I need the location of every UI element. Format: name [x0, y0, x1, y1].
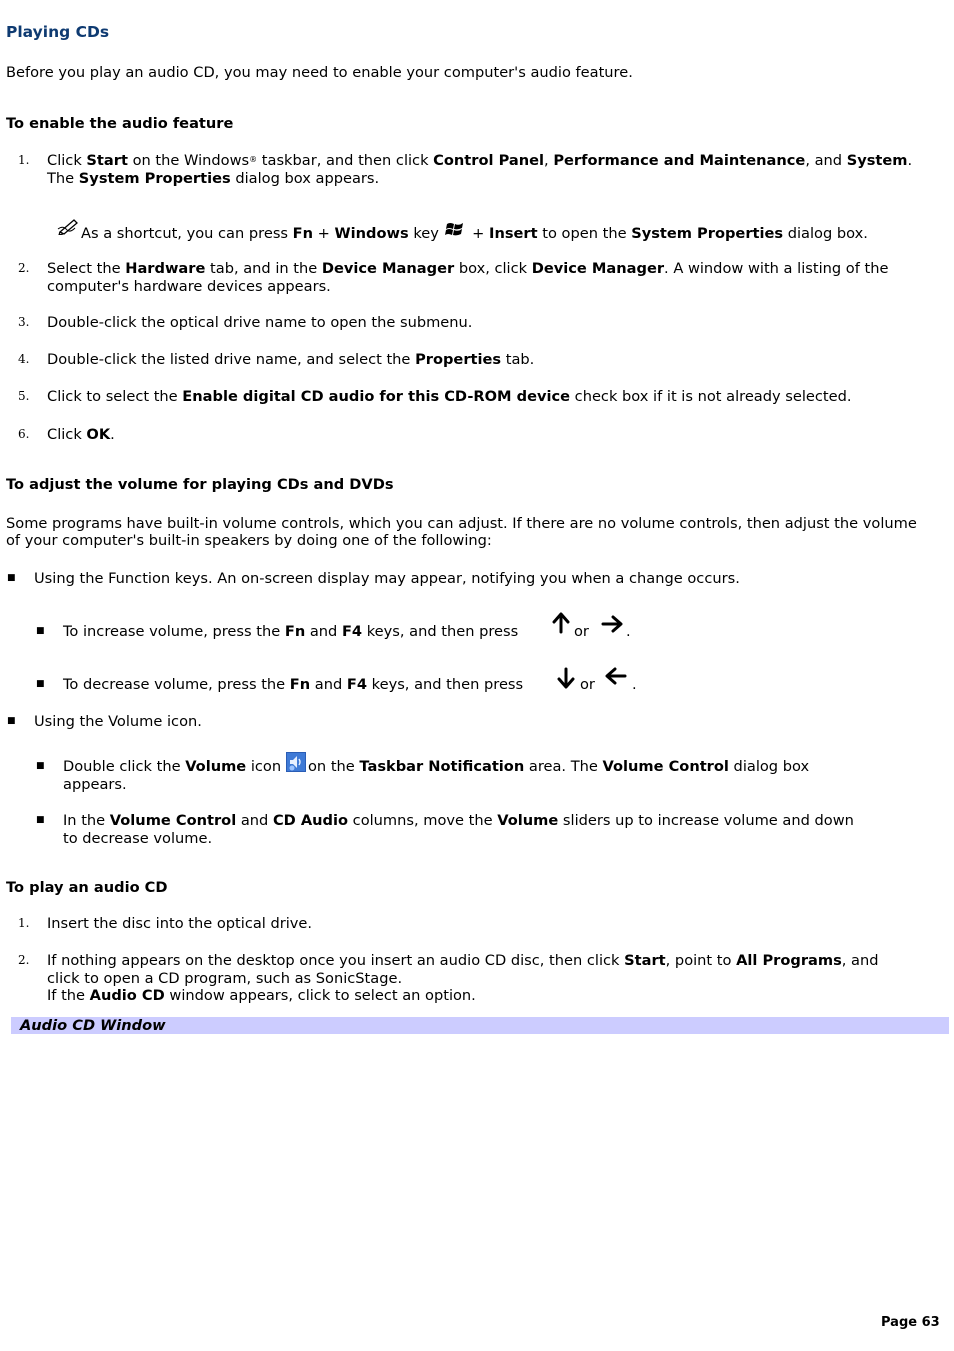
bullet-square: ■: [36, 626, 45, 636]
or-text: or: [574, 623, 589, 640]
step-3-text: Double-click the optical drive name to open the submenu.: [47, 314, 473, 331]
step-number: 2.: [18, 953, 30, 967]
pencil-note-icon: [57, 217, 81, 235]
double-click-volume-text-line2: appears.: [63, 776, 127, 793]
period-text: .: [632, 676, 637, 693]
step-2-text-line2: computer's hardware devices appears.: [47, 278, 331, 295]
double-click-volume-text-cont: on the Taskbar Notification area. The Volume Control dialog box: [308, 758, 810, 775]
arrow-left-icon: [605, 666, 627, 686]
arrow-down-icon: [556, 667, 576, 689]
step-4-text: Double-click the listed drive name, and select the Properties tab.: [47, 351, 535, 368]
play-step-1-text: Insert the disc into the optical drive.: [47, 915, 313, 932]
increase-volume-text: To increase volume, press the Fn and F4 keys, and then press: [63, 623, 519, 640]
step-6-text: Click OK.: [47, 426, 115, 443]
step-5-text: Click to select the Enable digital CD audio for this CD-ROM device check box if it is not already selected.: [47, 388, 852, 405]
bullet-square: ■: [7, 716, 16, 726]
play-step-2-text: If nothing appears on the desktop once you insert an audio CD disc, then click Start, point to All Programs, and: [47, 952, 879, 969]
section-heading-enable-audio: To enable the audio feature: [6, 115, 234, 132]
volume-intro-line1: Some programs have built-in volume controls, which you can adjust. If there are no volume controls, then adjust the volume: [6, 515, 917, 532]
volume-intro-line2: of your computer's built-in speakers by doing one of the following:: [6, 532, 492, 549]
sliders-text-line2: to decrease volume.: [63, 830, 213, 847]
decrease-volume-text: To decrease volume, press the Fn and F4 keys, and then press: [63, 676, 524, 693]
volume-icon: [286, 752, 306, 772]
sliders-text: In the Volume Control and CD Audio columns, move the Volume sliders up to increase volume and down: [63, 812, 854, 829]
step-number: 3.: [18, 315, 30, 329]
section-heading-adjust-volume: To adjust the volume for playing CDs and DVDs: [6, 476, 394, 493]
or-text: or: [580, 676, 595, 693]
arrow-right-icon: [601, 614, 623, 634]
windows-key-icon: [444, 221, 466, 239]
period-text: .: [626, 623, 631, 640]
bullet-square: ■: [36, 679, 45, 689]
step-2-text: Select the Hardware tab, and in the Device Manager box, click Device Manager. A window with a listing of the: [47, 260, 889, 277]
step-number: 1.: [18, 153, 30, 167]
play-step-2-text-line2: click to open a CD program, such as SonicStage.: [47, 970, 403, 987]
step-number: 4.: [18, 352, 30, 366]
caption-text: Audio CD Window: [20, 1017, 166, 1034]
note-pencil-icon: [57, 217, 81, 235]
page-number: Page 63: [881, 1315, 940, 1330]
step-1-text-line2: The System Properties dialog box appears.: [47, 170, 380, 187]
bullet-square: ■: [36, 761, 45, 771]
bullet-function-keys: Using the Function keys. An on-screen display may appear, notifying you when a change occurs.: [34, 570, 740, 587]
step-1-text: Click Start on the Windows® taskbar, and then click Control Panel, Performance and Maintenance, and System.: [47, 152, 913, 169]
play-step-2-text-line3: If the Audio CD window appears, click to select an option.: [47, 987, 476, 1004]
step-number: 2.: [18, 261, 30, 275]
bullet-volume-icon: Using the Volume icon.: [34, 713, 202, 730]
step-number: 5.: [18, 389, 30, 403]
double-click-volume-text: Double click the Volume icon: [63, 758, 282, 775]
bullet-square: ■: [7, 573, 16, 583]
audio-cd-window-caption-bar: [11, 1017, 949, 1034]
section-heading-play-cd: To play an audio CD: [6, 879, 168, 896]
bullet-square: ■: [36, 815, 45, 825]
intro-text: Before you play an audio CD, you may need to enable your computer's audio feature.: [6, 64, 633, 81]
page-title: Playing CDs: [6, 23, 110, 41]
step-number: 1.: [18, 916, 30, 930]
step-number: 6.: [18, 427, 30, 441]
shortcut-note-text: As a shortcut, you can press Fn + Windows key + Insert to open the System Properties dialog box.: [81, 221, 868, 243]
arrow-up-icon: [551, 612, 571, 634]
